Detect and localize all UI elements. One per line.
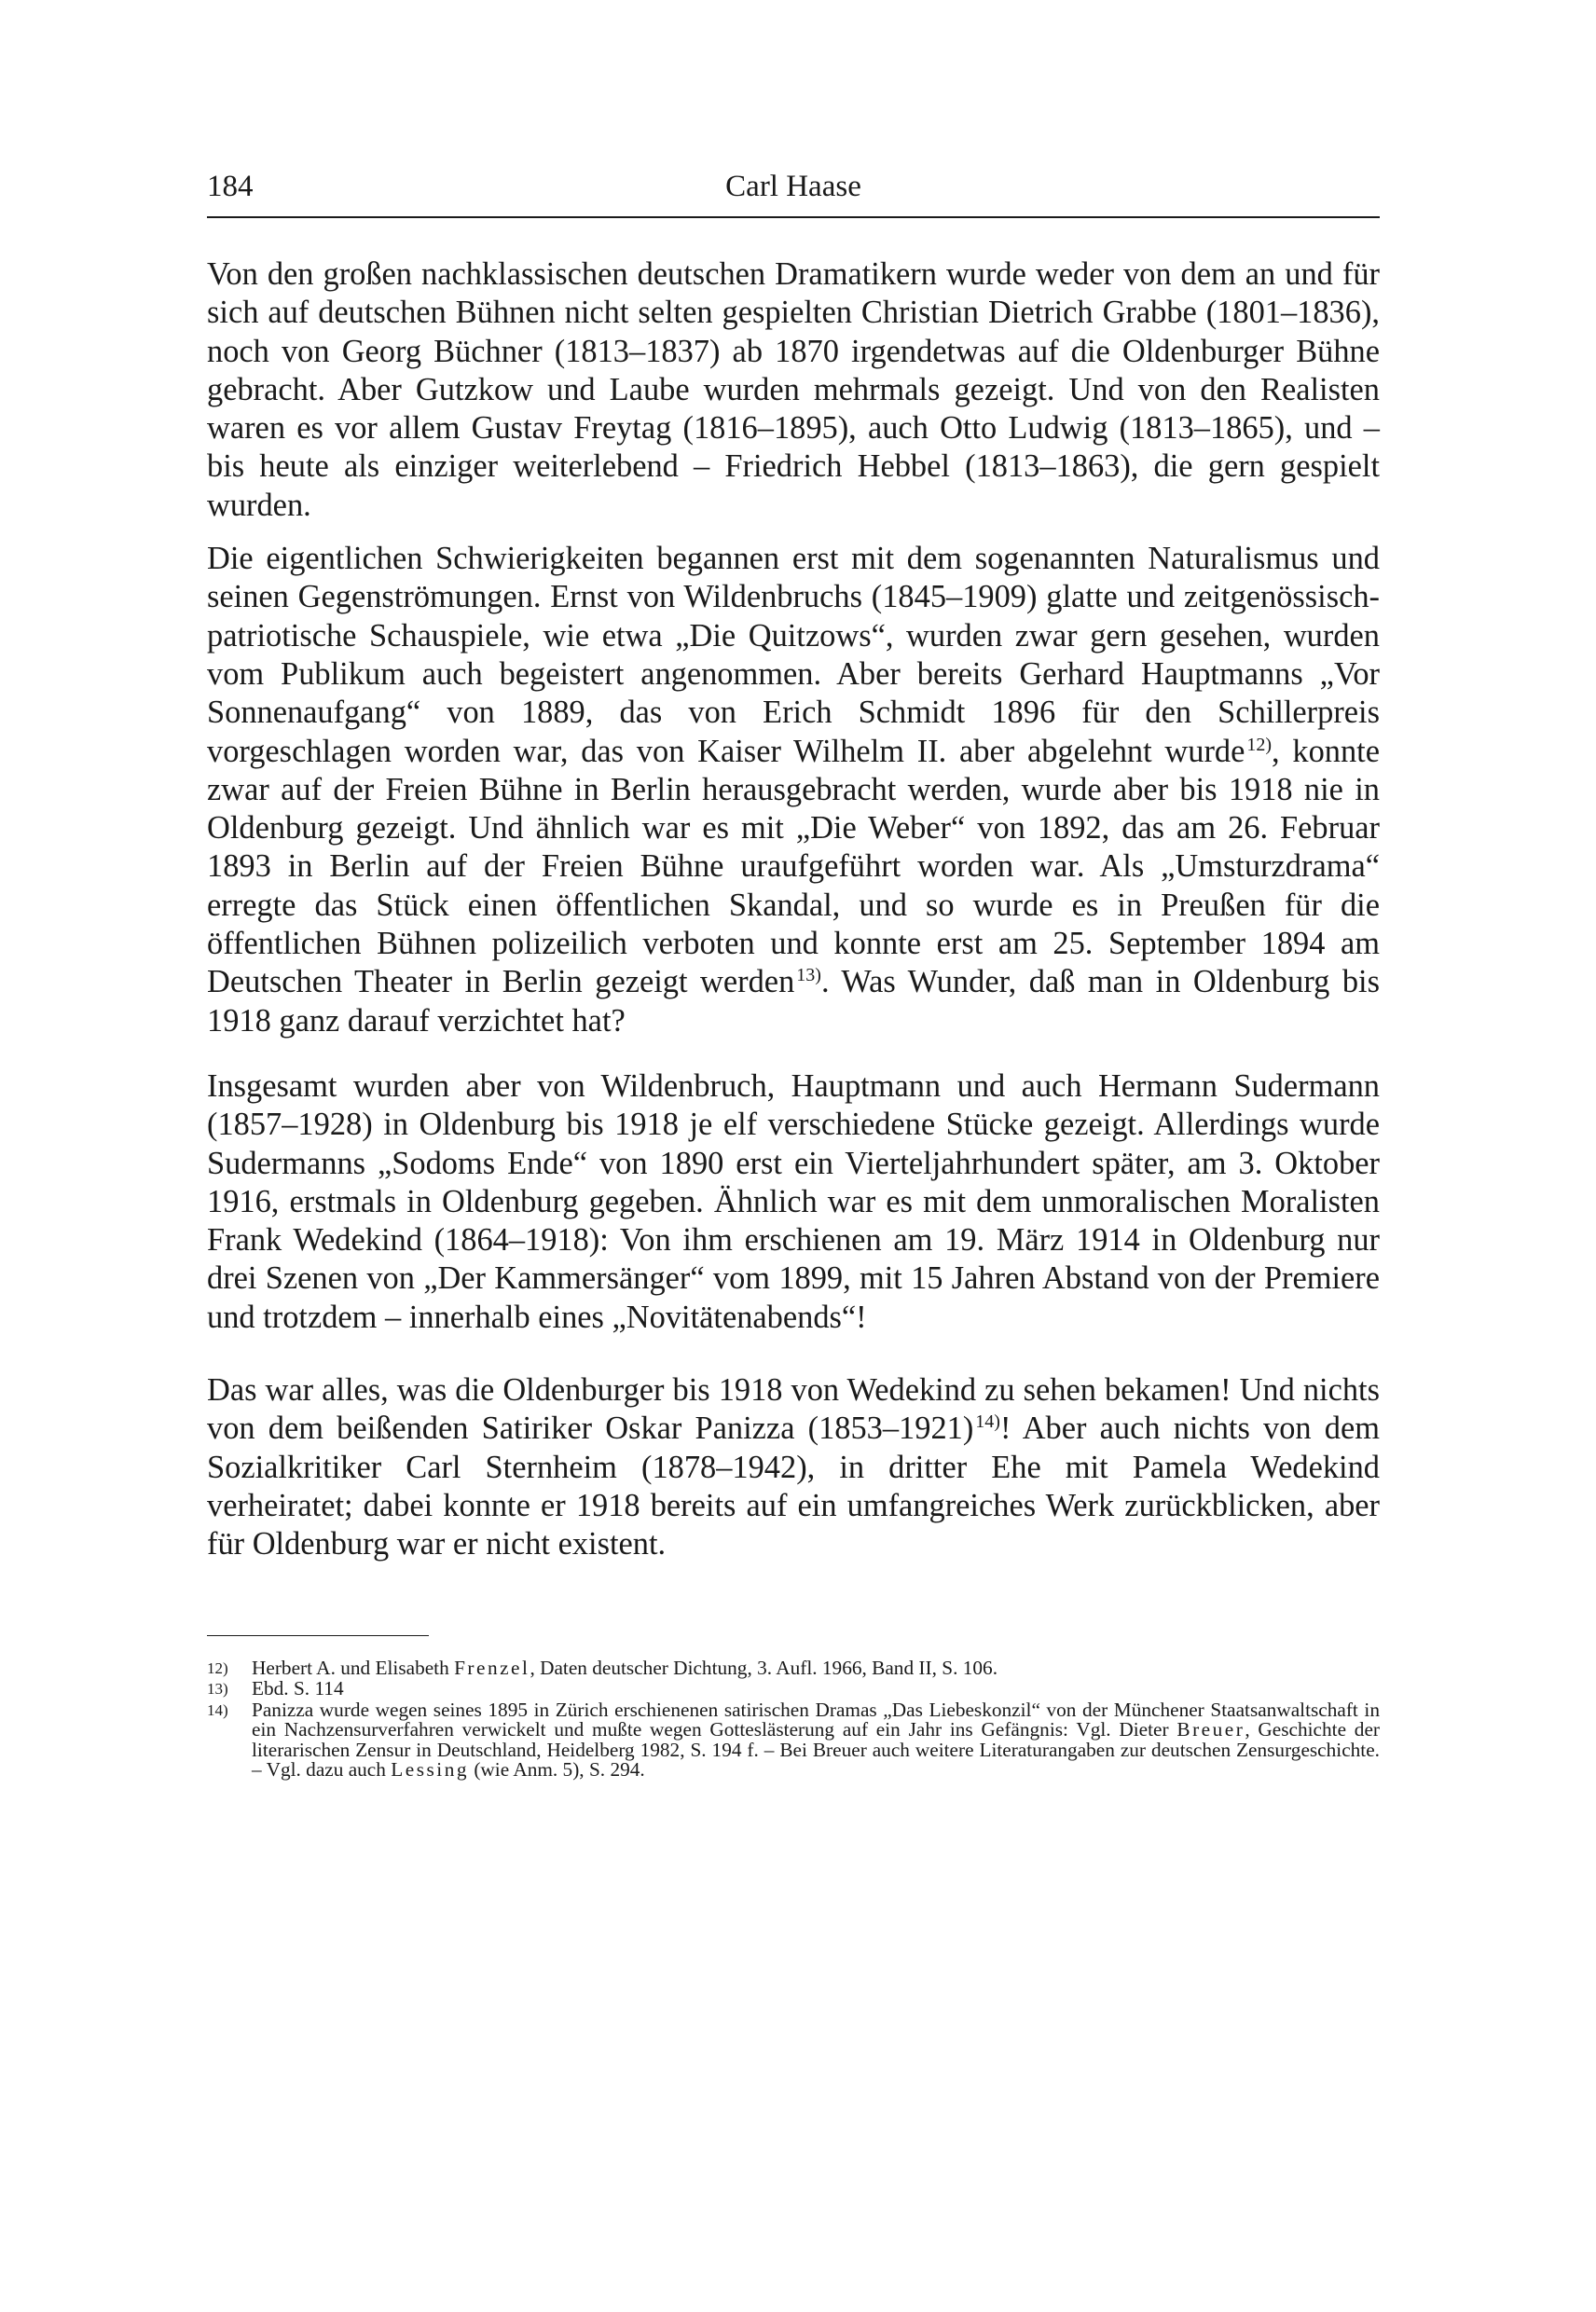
footnote-text: Ebd. S. 114 [252,1677,344,1700]
footnote-text: Herbert A. und Elisabeth [252,1656,455,1679]
paragraph-1 [207,255,1380,525]
author-name: Lessing [391,1758,469,1781]
footnote-mark: 14) [207,1700,228,1719]
body-text [207,255,1380,1564]
footnote-text: , Geschichte der literarischen Zensur in Deutschland, Heidelberg 1982, S. 194 f. – Bei Breuer auch weitere Literaturangaben zur deutschen Zensurgeschichte. – Vgl. dazu auch [252,1718,1380,1781]
paragraph-text: . Was Wunder, daß man in Oldenburg bis 1918 ganz darauf verzichtet hat? [207,964,1380,1039]
footnote-ref-14[interactable]: 14) [975,1411,1000,1433]
footnotes [207,1658,1380,1781]
author-name: Breuer [1176,1718,1245,1741]
footnote-divider [207,1635,429,1636]
footnote-mark: 13) [207,1680,228,1698]
document-page [207,157,1380,1781]
footnote-ref-13[interactable]: 13) [796,965,821,986]
footnote-text: (wie Anm. 5), S. 294. [469,1758,645,1781]
paragraph-4 [207,1371,1380,1563]
paragraph-text: ! Aber auch nichts von dem Sozialkritiker Carl Sternheim (1878–1942), in dritter Ehe mit Pamela Wedekind verheiratet; dabei konnte er 1918 bereits auf ein umfangreiches Werk zurückblicken, aber für Oldenburg war er nicht existent. [207,1411,1380,1562]
paragraph-text: , konnte zwar auf der Freien Bühne in Berlin herausgebracht werden, wurde aber bis 1918 nie in Oldenburg gezeigt. Und ähnlich war es mit „Die Weber“ von 1892, das am 26. Februar 1893 in Berlin auf der Freien Bühne uraufgeführt worden war. Als „Umsturzdrama“ erregte das Stück einen öffentlichen Skandal, und so wurde es in Preußen für die öffentlichen Bühnen polizeilich verboten und konnte erst am 25. September 1894 am Deutschen Theater in Berlin gezeigt werden [207,733,1380,1000]
page-header [207,157,1380,218]
footnote-text: Panizza wurde wegen seines 1895 in Zürich erschienenen satirischen Dramas „Das Liebeskonzil“ von der Münchener Staatsanwaltschaft in ein Nachzensurverfahren verwickelt und mußte wegen Gotteslästerung auf ein Jahr ins Gefängnis: Vgl. Dieter [252,1698,1380,1741]
author-name: Frenzel [454,1656,530,1679]
running-head: Carl Haase [725,170,861,203]
footnote-ref-12[interactable]: 12) [1246,734,1273,755]
paragraph-text: Von den großen nachklassischen deutschen Dramatikern wurde weder von dem an und für sich auf deutschen Bühnen nicht selten gespielten Christian Dietrich Grabbe (1801–1836), noch von Georg Büchner (1813–1837) ab 1870 irgendetwas auf die Oldenburger Bühne gebracht. Aber Gutzkow und Laube wurden mehrmals gezeigt. Und von den Realisten waren es vor allem Gustav Freytag (1816–1895), auch Otto Ludwig (1813–1865), und – bis heute als einziger weiterlebend – Friedrich Hebbel (1813–1863), die gern gespielt wurden. [207,256,1380,523]
footnote-12 [207,1658,1380,1679]
paragraph-text: Die eigentlichen Schwierigkeiten begannen erst mit dem sogenannten Naturalismus und seinen Gegenströmungen. Ernst von Wildenbruchs (1845–1909) glatte und zeitgenössisch-patriotische Schauspiele, wie etwa „Die Quitzows“, wurden zwar gern gesehen, wurden vom Publikum auch begeistert angenommen. Aber bereits Gerhard Hauptmanns „Vor Sonnenaufgang“ von 1889, das von Erich Schmidt 1896 für den Schillerpreis vorgeschlagen worden war, das von Kaiser Wilhelm II. aber abgelehnt wurde [207,541,1380,769]
footnote-14 [207,1700,1380,1781]
paragraph-text: Insgesamt wurden aber von Wildenbruch, Hauptmann und auch Hermann Sudermann (1857–1928) in Oldenburg bis 1918 je elf verschiedene Stücke gezeigt. Allerdings wurde Sudermanns „Sodoms Ende“ von 1890 erst ein Vierteljahrhundert später, am 3. Oktober 1916, erstmals in Oldenburg gegeben. Ähnlich war es mit dem unmoralischen Moralisten Frank Wedekind (1864–1918): Von ihm erschienen am 19. März 1914 in Oldenburg nur drei Szenen von „Der Kammersänger“ vom 1899, mit 15 Jahren Abstand von der Premiere und trotzdem – innerhalb eines „Novitätenabends“! [207,1067,1380,1335]
paragraph-text: Das war alles, was die Oldenburger bis 1918 von Wedekind zu sehen bekamen! Und nichts von dem beißenden Satiriker Oskar Panizza (1853–1921) [207,1372,1380,1447]
page-number: 184 [207,170,254,203]
paragraph-3 [207,1067,1380,1337]
footnote-mark: 12) [207,1658,228,1677]
footnote-13 [207,1679,1380,1700]
paragraph-2 [207,540,1380,1040]
footnote-text: , Daten deutscher Dichtung, 3. Aufl. 1966, Band II, S. 106. [530,1656,998,1679]
